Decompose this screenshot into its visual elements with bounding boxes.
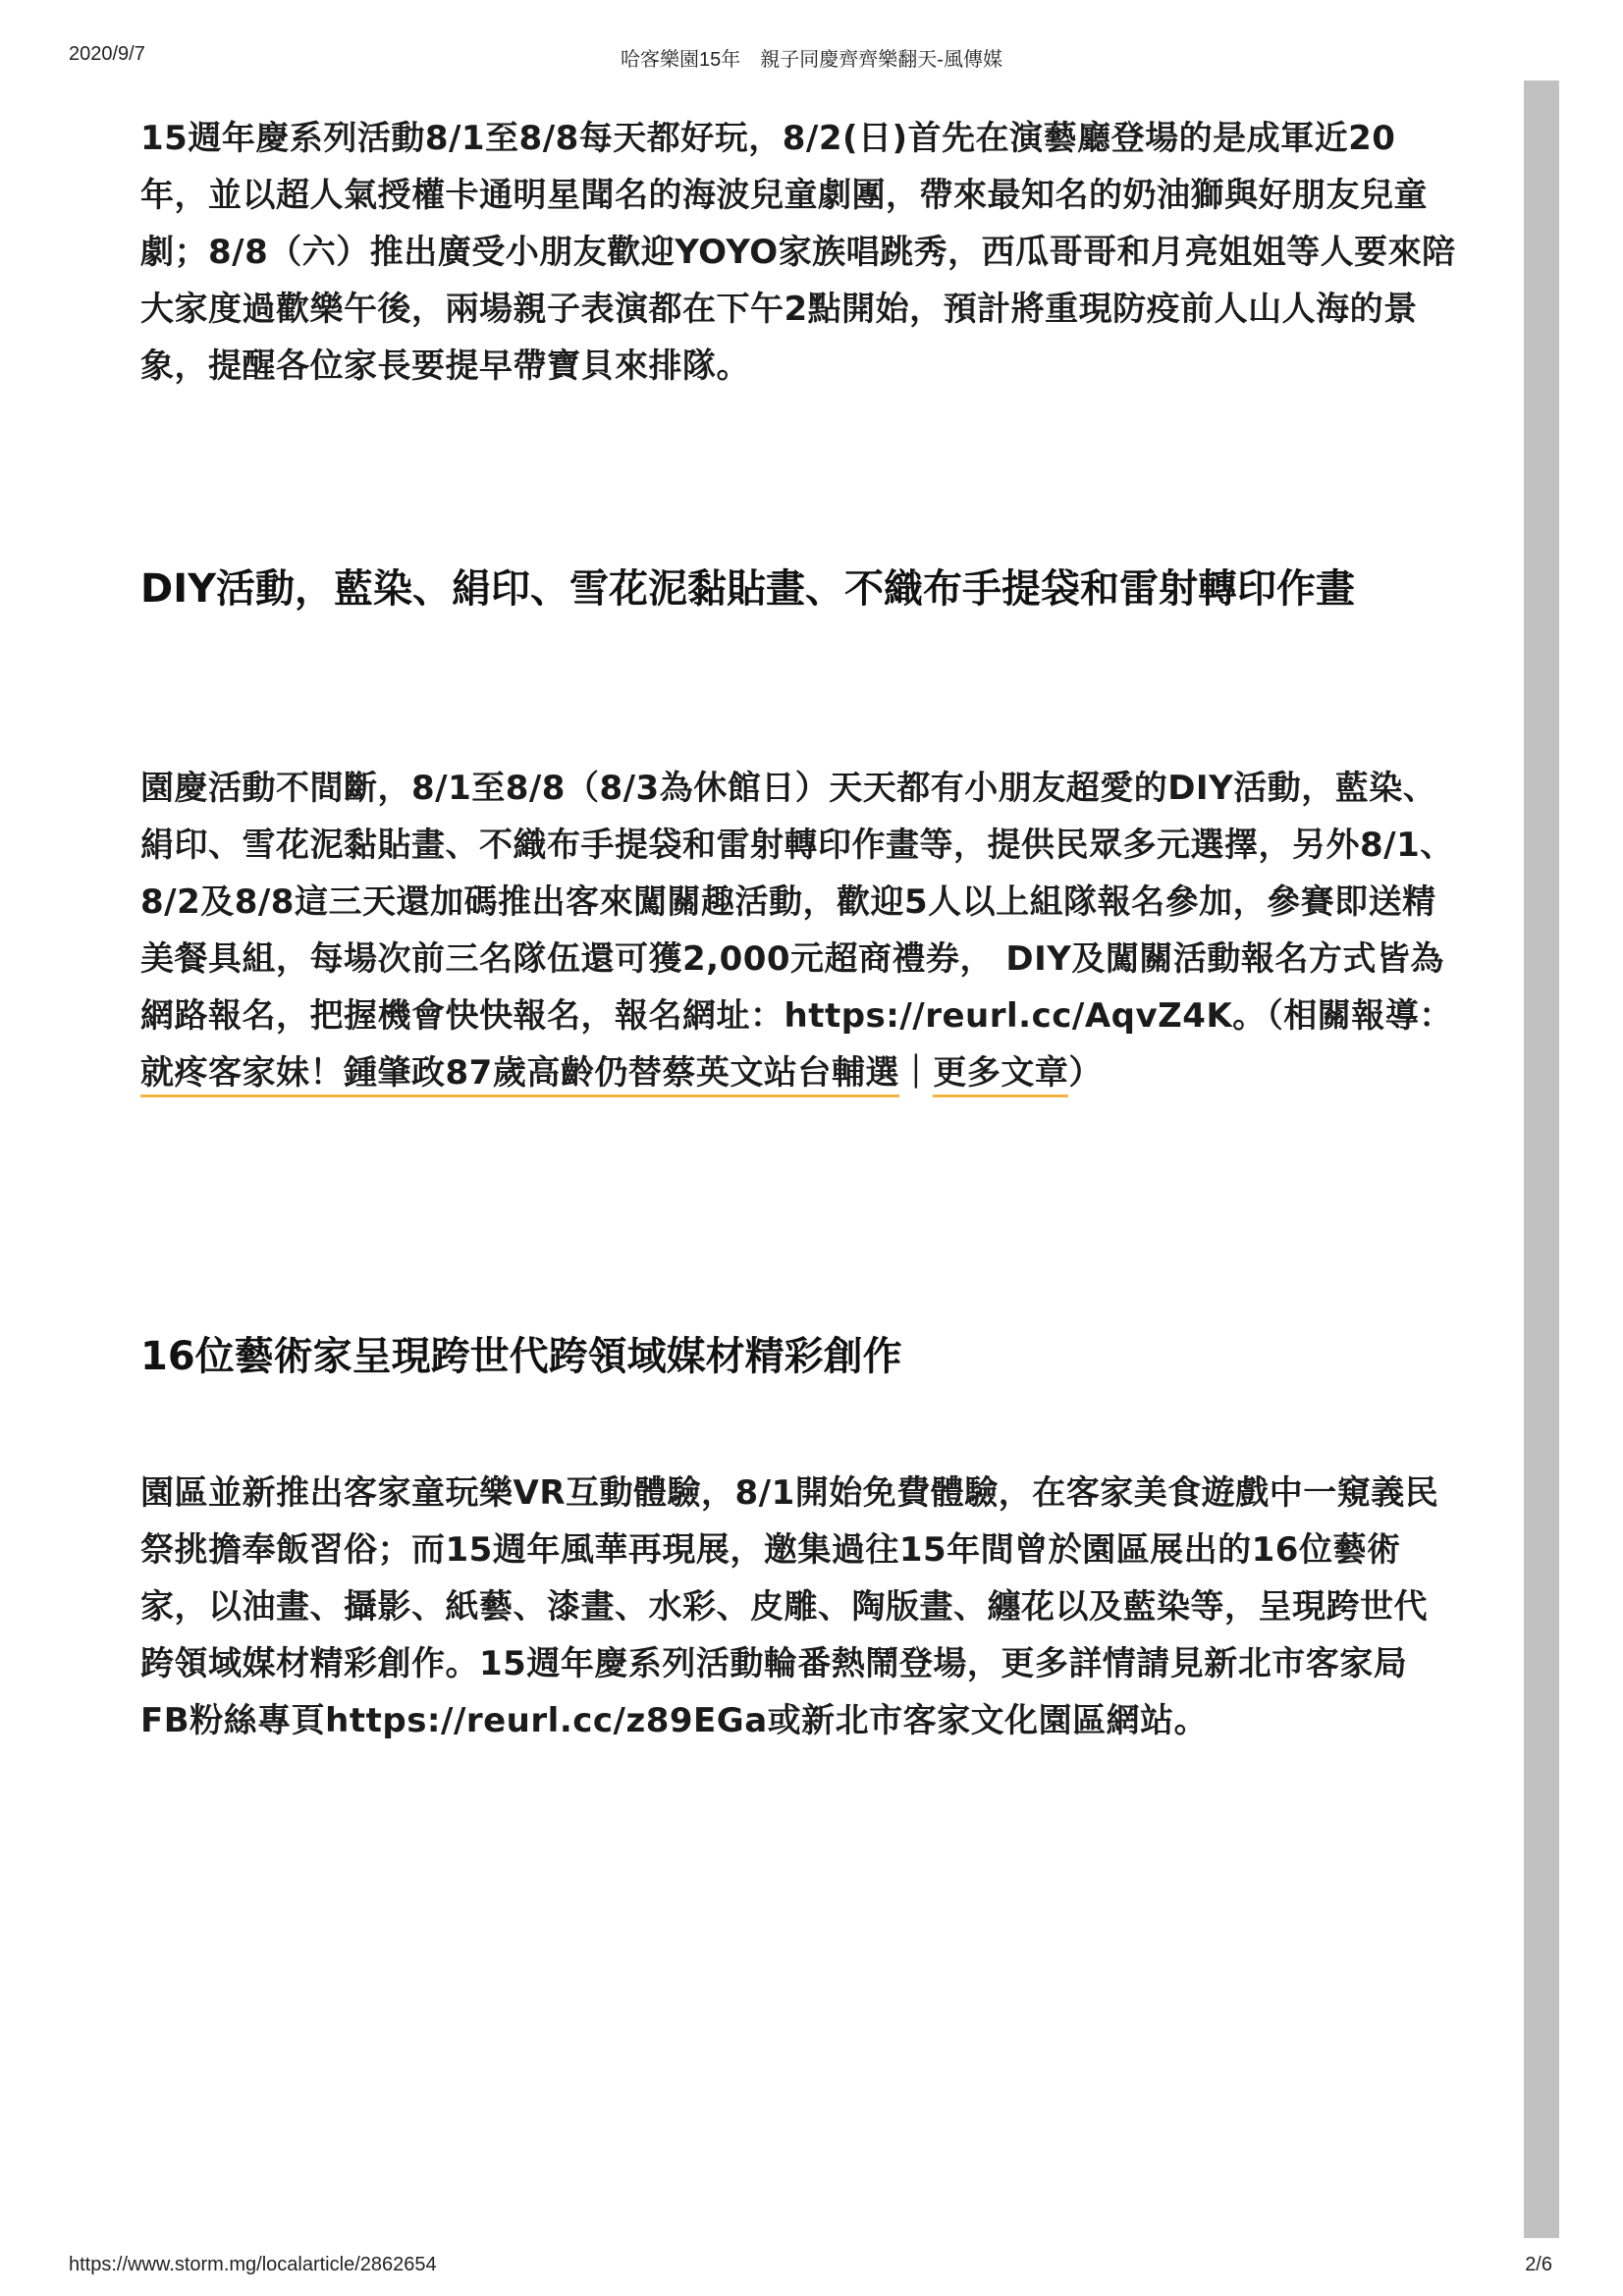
print-footer	[0, 2254, 1623, 2283]
print-header	[0, 43, 1623, 73]
related-article-link[interactable]: 就疼客家妹！鍾肇政87歲高齡仍替蔡英文站台輔選	[140, 1053, 899, 1097]
article-paragraph: 15週年慶系列活動8/1至8/8每天都好玩，8/2(日)首先在演藝廳登場的是成軍近20年，並以超人氣授權卡通明星聞名的海波兒童劇團，帶來最知名的奶油獅與好朋友兒童劇；8/8（六）推出廣受小朋友歡迎YOYO家族唱跳秀，西瓜哥哥和月亮姐姐等人要來陪大家度過歡樂午後，兩場親子表演都在下午2點開始，預計將重現防疫前人山人海的景象，提醒各位家長要提早帶寶貝來排隊。	[140, 119, 1456, 386]
article-paragraph-artists: 園區並新推出客家童玩樂VR互動體驗，8/1開始免費體驗，在客家美食遊戲中一窺義民祭挑擔奉飯習俗；而15週年風華再現展，邀集過往15年間曾於園區展出的16位藝術家，以油畫、攝影、紙藝、漆畫、水彩、皮雕、陶版畫、纏花以及藍染等，呈現跨世代跨領域媒材精彩創作。15週年慶系列活動輪番熱鬧登場，更多詳情請見新北市客家局FB粉絲專頁https://reurl.cc/z89EGa或新北市客家文化園區網站。	[140, 1473, 1439, 1740]
footer-url: https://www.storm.mg/localarticle/2862654	[69, 2254, 437, 2275]
section-heading-diy: DIY活動，藍染、絹印、雪花泥黏貼畫、不織布手提袋和雷射轉印作畫	[140, 566, 1356, 612]
closing-paren: ）	[1068, 1053, 1103, 1093]
print-title: 哈客樂園15年 親子同慶齊齊樂翻天-風傳媒	[621, 49, 1002, 71]
article-paragraph-diy	[140, 760, 1456, 1101]
more-articles-link[interactable]: 更多文章	[933, 1053, 1068, 1097]
print-date: 2020/9/7	[69, 43, 145, 65]
link-separator: ｜	[898, 1053, 934, 1093]
scrollbar-thumb[interactable]	[1524, 80, 1559, 2238]
paragraph-text: 園慶活動不間斷，8/1至8/8（8/3為休館日）天天都有小朋友超愛的DIY活動，藍染、絹印、雪花泥黏貼畫、不織布手提袋和雷射轉印作畫等，提供民眾多元選擇，另外8/1、8/2及8/8這三天還加碼推出客來闖關趣活動，歡迎5人以上組隊報名參加，參賽即送精美餐具組，每場次前三名隊伍還可獲2,000元超商禮券， DIY及闖關活動報名方式皆為網路報名，把握機會快快報名，報名網址：https://reurl.cc/AqvZ4K。（相關報導：	[140, 769, 1454, 1036]
section-heading-artists: 16位藝術家呈現跨世代跨領域媒材精彩創作	[140, 1334, 902, 1379]
page-number: 2/6	[1525, 2254, 1552, 2275]
